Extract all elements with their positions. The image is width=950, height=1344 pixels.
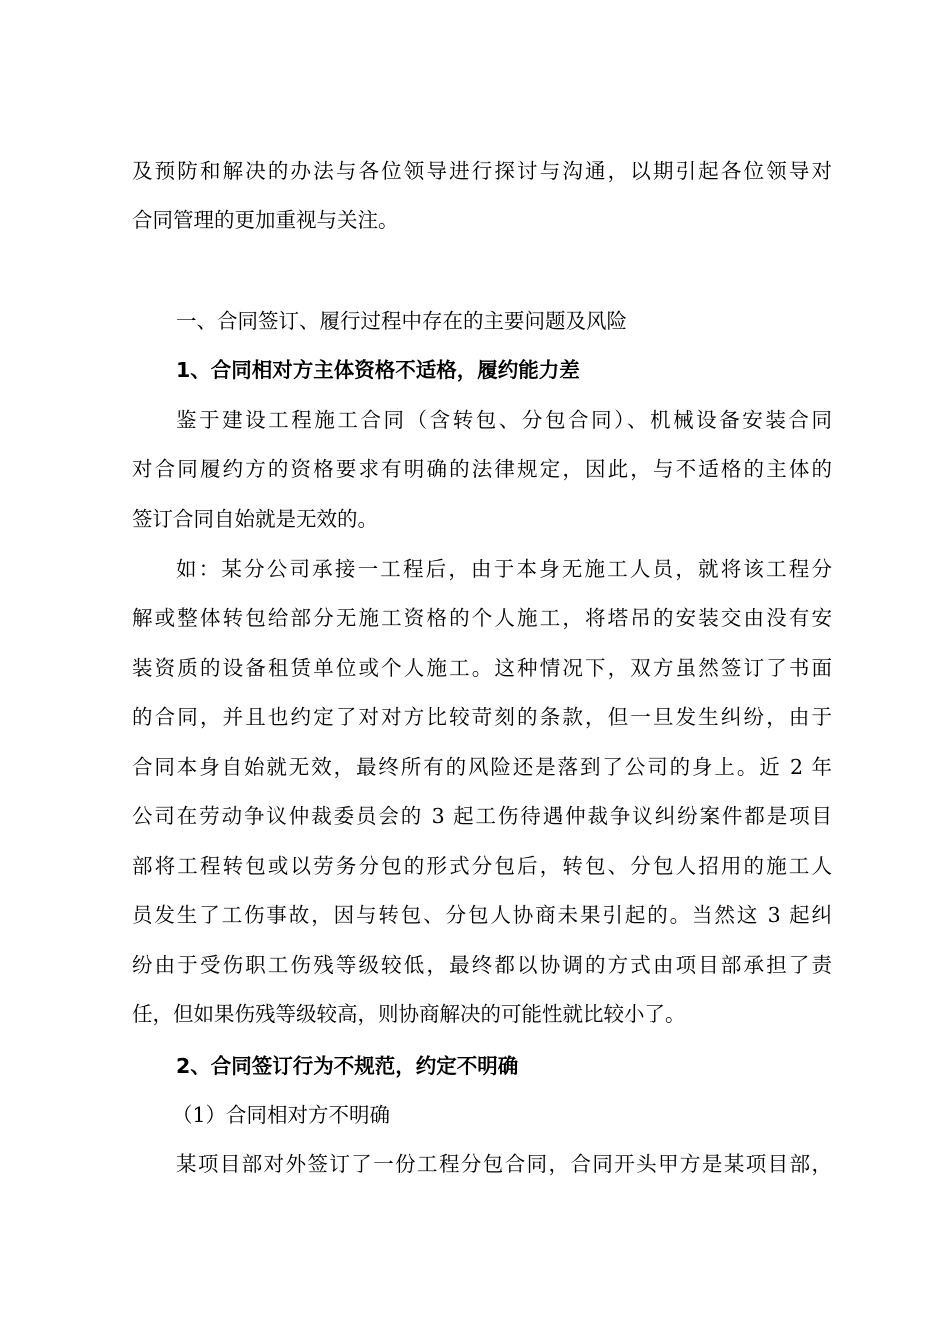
- para-1-line-3: 签订合同自始就是无效的。: [132, 507, 378, 531]
- item-1-title: （1）合同相对方不明确: [172, 1103, 391, 1127]
- para-2-line-9: 纷由于受伤职工伤残等级较低，最终都以协调的方式由项目部承担了责: [132, 953, 832, 977]
- para-2-line-10: 任，但如果伤残等级较高，则协商解决的可能性就比较小了。: [132, 1002, 686, 1026]
- intro-line-1: 及预防和解决的办法与各位领导进行探讨与沟通，以期引起各位领导对: [132, 159, 832, 183]
- para-2-line-4: 的合同，并且也约定了对对方比较苛刻的条款，但一旦发生纠纷，由于: [132, 705, 832, 729]
- subsection-1-title: 1、合同相对方主体资格不适格，履约能力差: [176, 358, 580, 382]
- para-2-line-1: 如：某分公司承接一工程后，由于本身无施工人员，就将该工程分: [176, 557, 832, 581]
- intro-line-2: 合同管理的更加重视与关注。: [132, 208, 399, 232]
- section-title: 一、合同签订、履行过程中存在的主要问题及风险: [176, 309, 627, 333]
- para-2-line-3: 装资质的设备租赁单位或个人施工。这种情况下，双方虽然签订了书面: [132, 656, 832, 680]
- para-3-line-1: 某项目部对外签订了一份工程分包合同，合同开头甲方是某项目部，: [176, 1152, 832, 1176]
- para-2-line-2: 解或整体转包给部分无施工资格的个人施工，将塔吊的安装交由没有安: [132, 606, 832, 630]
- subsection-2-title: 2、合同签订行为不规范，约定不明确: [176, 1054, 519, 1078]
- para-1-line-1: 鉴于建设工程施工合同（含转包、分包合同）、机械设备安装合同: [176, 408, 832, 432]
- para-2-line-8: 员发生了工伤事故，因与转包、分包人协商未果引起的。当然这 3 起纠: [132, 903, 832, 927]
- para-2-line-6: 公司在劳动争议仲裁委员会的 3 起工伤待遇仲裁争议纠纷案件都是项目: [132, 804, 832, 828]
- para-2-line-7: 部将工程转包或以劳务分包的形式分包后，转包、分包人招用的施工人: [132, 854, 832, 878]
- para-1-line-2: 对合同履约方的资格要求有明确的法律规定，因此，与不适格的主体的: [132, 457, 832, 481]
- para-2-line-5: 合同本身自始就无效，最终所有的风险还是落到了公司的身上。近 2 年: [132, 755, 832, 779]
